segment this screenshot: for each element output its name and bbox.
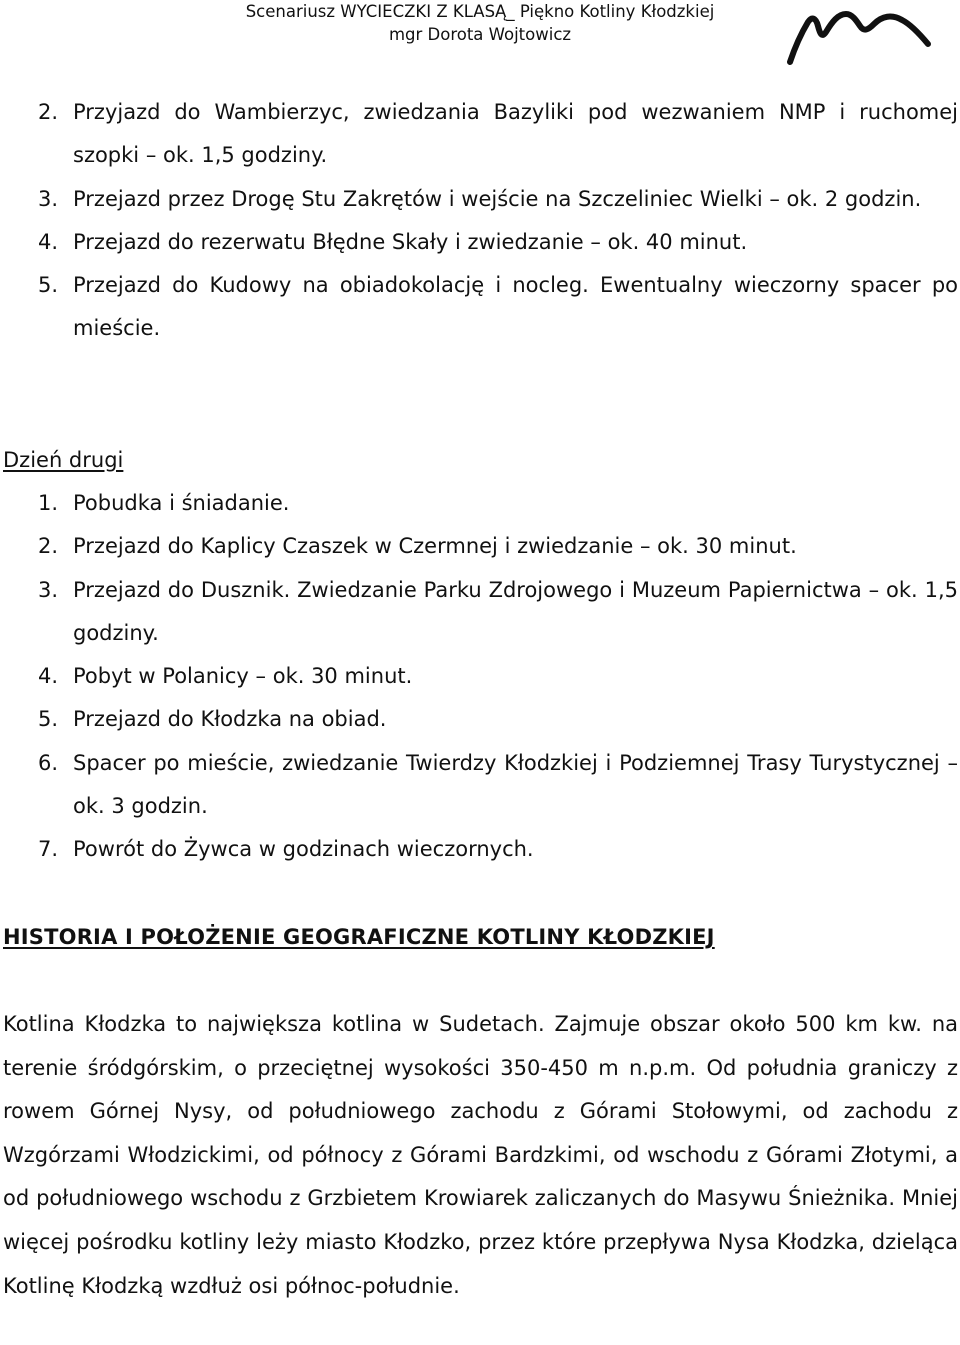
- item-number: 6.: [38, 750, 59, 775]
- list-item: [0, 828, 960, 871]
- item-number: 3.: [38, 186, 59, 211]
- list-item: [0, 698, 960, 741]
- day-one-itinerary: [0, 91, 960, 351]
- item-text: Spacer po mieście, zwiedzanie Twierdzy Kłodzkiej i Podziemnej Trasy Turystycznej – ok. 3 godzin.: [73, 750, 958, 819]
- list-item: [0, 221, 960, 264]
- item-number: 3.: [38, 577, 59, 602]
- list-item: [0, 569, 960, 656]
- list-item: [0, 178, 960, 221]
- list-item: [0, 264, 960, 351]
- list-item: [0, 655, 960, 698]
- list-item: [0, 482, 960, 525]
- item-text: Przejazd do Kłodzka na obiad.: [73, 707, 387, 732]
- document-title: Scenariusz WYCIECZKI Z KLASĄ_ Piękno Kotliny Kłodzkiej: [245, 2, 715, 21]
- item-number: 4.: [38, 229, 59, 254]
- item-text: Powrót do Żywca w godzinach wieczornych.: [73, 837, 534, 862]
- item-text: Pobyt w Polanicy – ok. 30 minut.: [73, 664, 413, 689]
- mountain-logo-icon: [786, 4, 934, 66]
- item-text: Przyjazd do Wambierzyc, zwiedzania Bazyliki pod wezwaniem NMP i ruchomej szopki – ok. 1,5 godziny.: [73, 100, 958, 168]
- body-paragraph: Kotlina Kłodzka to największa kotlina w Sudetach. Zajmuje obszar około 500 km kw. na terenie śródgórskim, o przeciętnej wysokości 350-450 m n.p.m. Od południa graniczy z rowem Górnej Nysy, od południowego zachodu z Górami Stołowymi, od zachodu z Wzgórzami Włodzickimi, od północy z Górami Bardzkimi, od wschodu z Górami Złotymi, a od południowego wschodu z Grzbietem Krowiarek zaliczanych do Masywu Śnieżnika. Mniej więcej pośrodku kotliny leży miasto Kłodzko, przez które przepływa Nysa Kłodzka, dzieląca Kotlinę Kłodzką wzdłuż osi północ-południe.: [3, 1012, 958, 1298]
- item-number: 5.: [38, 273, 59, 298]
- list-item: [0, 525, 960, 568]
- item-text: Przejazd do Dusznik. Zwiedzanie Parku Zdrojowego i Muzeum Papiernictwa – ok. 1,5 godziny.: [73, 577, 958, 645]
- day-two-heading: Dzień drugi: [3, 448, 124, 472]
- item-text: Przejazd do rezerwatu Błędne Skały i zwiedzanie – ok. 40 minut.: [73, 229, 748, 254]
- document-author: mgr Dorota Wojtowicz: [388, 25, 572, 44]
- item-number: 2.: [38, 100, 59, 124]
- item-text: Pobudka i śniadanie.: [73, 491, 290, 515]
- item-text: Przejazd do Kudowy na obiadokolację i nocleg. Ewentualny wieczorny spacer po mieście.: [73, 273, 958, 341]
- item-number: 1.: [38, 491, 59, 515]
- item-text: Przejazd do Kaplicy Czaszek w Czermnej i zwiedzanie – ok. 30 minut.: [73, 534, 797, 559]
- day-two-itinerary: [0, 482, 960, 872]
- section-heading: HISTORIA I POŁOŻENIE GEOGRAFICZNE KOTLINY KŁODZKIEJ: [3, 925, 715, 949]
- item-number: 2.: [38, 534, 59, 559]
- item-text: Przejazd przez Drogę Stu Zakrętów i wejście na Szczeliniec Wielki – ok. 2 godzin.: [73, 186, 922, 211]
- item-number: 4.: [38, 664, 59, 689]
- item-number: 7.: [38, 837, 59, 862]
- item-number: 5.: [38, 707, 59, 732]
- page-header: [0, 0, 960, 60]
- list-item: [0, 91, 960, 178]
- list-item: [0, 742, 960, 829]
